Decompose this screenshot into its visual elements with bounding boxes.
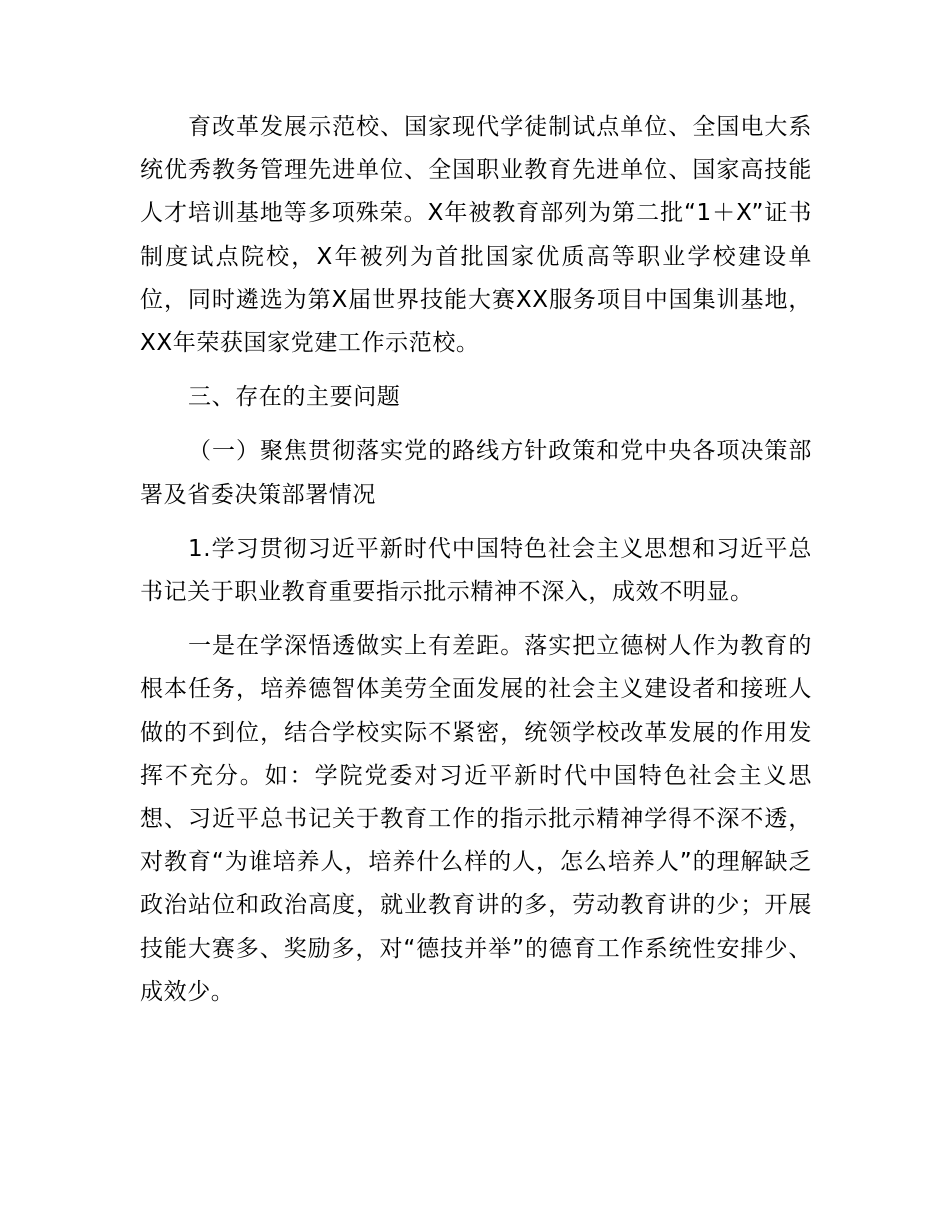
subsection-heading: （一）聚焦贯彻落实党的路线方针政策和党中央各项决策部署及省委决策部署情况 bbox=[140, 438, 812, 508]
paragraph-continuation: 育改革发展示范校、国家现代学徒制试点单位、全国电大系统优秀教务管理先进单位、全国职业教育先进单位、国家高技能人才培训基地等多项殊荣。X年被教育部列为第二批“1＋X”证书制度试点院校，X年被列为首批国家优质高等职业学校建设单位，同时遴选为第X届世界技能大赛XX服务项目中国集训基地，XX年荣获国家党建工作示范校。 bbox=[140, 114, 812, 357]
section-heading: 三、存在的主要问题 bbox=[188, 384, 401, 411]
document-body bbox=[140, 106, 812, 1025]
item-heading: 1.学习贯彻习近平新时代中国特色社会主义思想和习近平总书记关于职业教育重要指示批示精神不深入，成效不明显。 bbox=[140, 535, 812, 606]
paragraph-body: 一是在学深悟透做实上有差距。落实把立德树人作为教育的根本任务，培养德智体美劳全面发展的社会主义建设者和接班人做的不到位，结合学校实际不紧密，统领学校改革发展的作用发挥不充分。如：学院党委对习近平新时代中国特色社会主义思想、习近平总书记关于教育工作的指示批示精神学得不深不透，对教育“为谁培养人，培养什么样的人，怎么培养人”的理解缺乏政治站位和政治高度，就业教育讲的多，劳动教育讲的少；开展技能大赛多、奖励多，对“德技并举”的德育工作系统性安排少、成效少。 bbox=[140, 633, 812, 1005]
